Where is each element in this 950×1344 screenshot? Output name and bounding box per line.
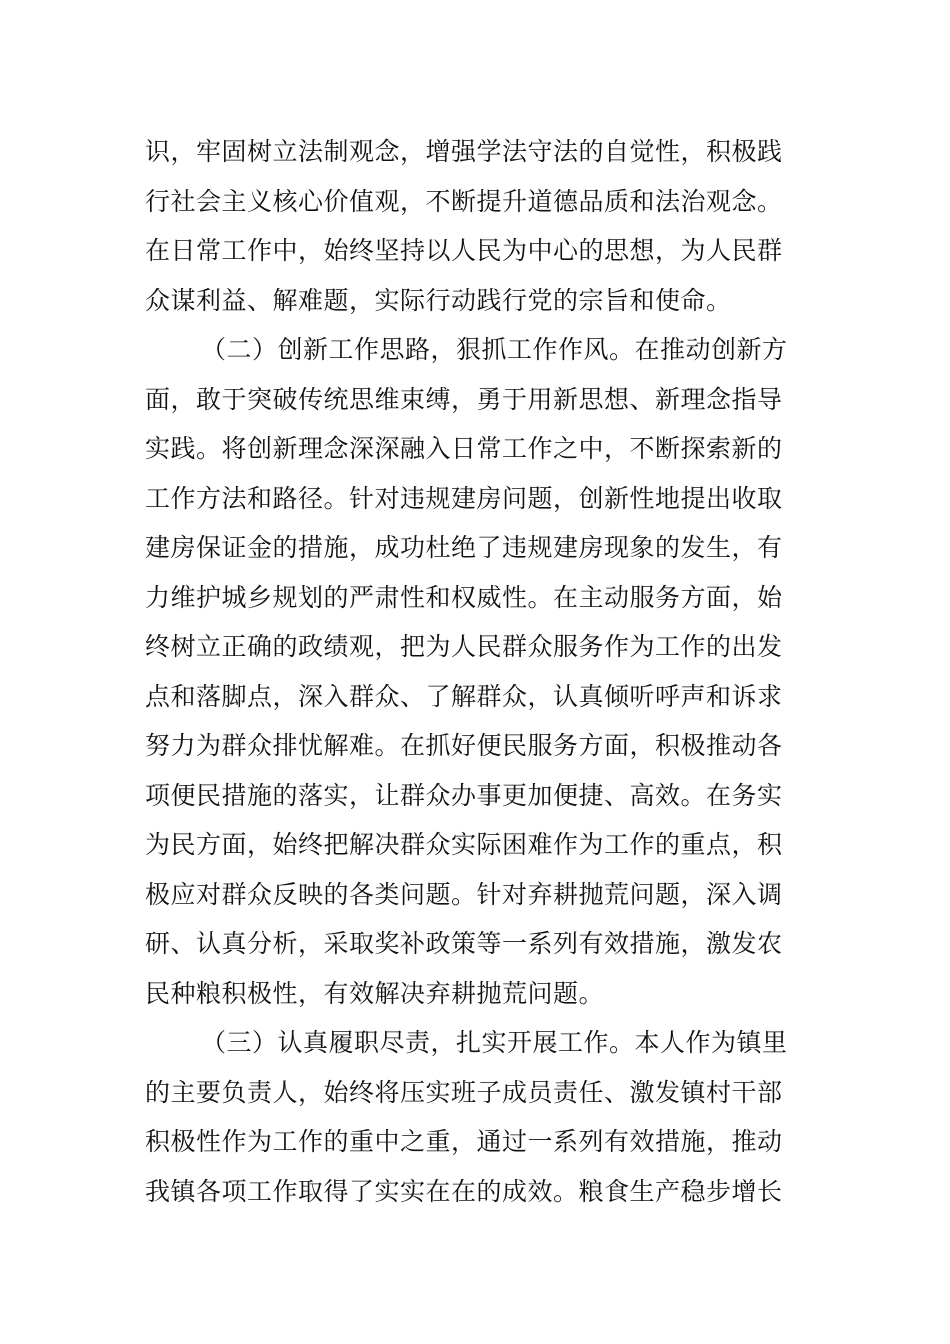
text-line-16: 极应对群众反映的各类问题。针对弃耕抛荒问题，深入调 — [145, 879, 783, 909]
text-line-10: 力维护城乡规划的严肃性和权威性。在主动服务方面，始 — [145, 582, 783, 612]
text-line-12: 点和落脚点，深入群众、了解群众，认真倾听呼声和诉求 — [145, 681, 783, 711]
text-line-17: 研、认真分析，采取奖补政策等一系列有效措施，激发农 — [145, 929, 783, 958]
text-line-13: 努力为群众排忧解难。在抓好便民服务方面，积极推动各 — [145, 731, 783, 760]
text-line-4: 众谋利益、解难题，实际行动践行党的宗旨和使命。 — [145, 285, 732, 315]
text-line-8: 工作方法和路径。针对违规建房问题，创新性地提出收取 — [145, 483, 783, 513]
text-line-6: 面，敢于突破传统思维束缚，勇于用新思想、新理念指导 — [145, 384, 783, 414]
text-line-1: 识，牢固树立法制观念，增强学法守法的自觉性，积极践 — [145, 137, 783, 166]
paragraph-heading-2: （二）创新工作思路，狠抓工作作风。在推动创新方 — [201, 335, 788, 364]
text-line-18: 民种粮积极性，有效解决弃耕抛荒问题。 — [145, 978, 605, 1008]
document-body — [145, 127, 807, 1216]
text-line-22: 我镇各项工作取得了实实在在的成效。粮食生产稳步增长 — [145, 1176, 783, 1206]
paragraph-heading-3: （三）认真履职尽责，扎实开展工作。本人作为镇里 — [201, 1028, 788, 1057]
text-line-3: 在日常工作中，始终坚持以人民为中心的思想，为人民群 — [145, 236, 783, 265]
text-line-15: 为民方面，始终把解决群众实际困难作为工作的重点，积 — [145, 830, 783, 859]
text-line-21: 积极性作为工作的重中之重，通过一系列有效措施，推动 — [145, 1127, 783, 1156]
text-line-7: 实践。将创新理念深深融入日常工作之中，不断探索新的 — [145, 434, 783, 463]
text-line-20: 的主要负责人，始终将压实班子成员责任、激发镇村干部 — [145, 1077, 783, 1107]
text-line-11: 终树立正确的政绩观，把为人民群众服务作为工作的出发 — [145, 632, 783, 661]
text-line-14: 项便民措施的落实，让群众办事更加便捷、高效。在务实 — [145, 780, 783, 810]
text-line-2: 行社会主义核心价值观，不断提升道德品质和法治观念。 — [145, 186, 783, 216]
text-line-9: 建房保证金的措施，成功杜绝了违规建房现象的发生，有 — [145, 533, 783, 562]
